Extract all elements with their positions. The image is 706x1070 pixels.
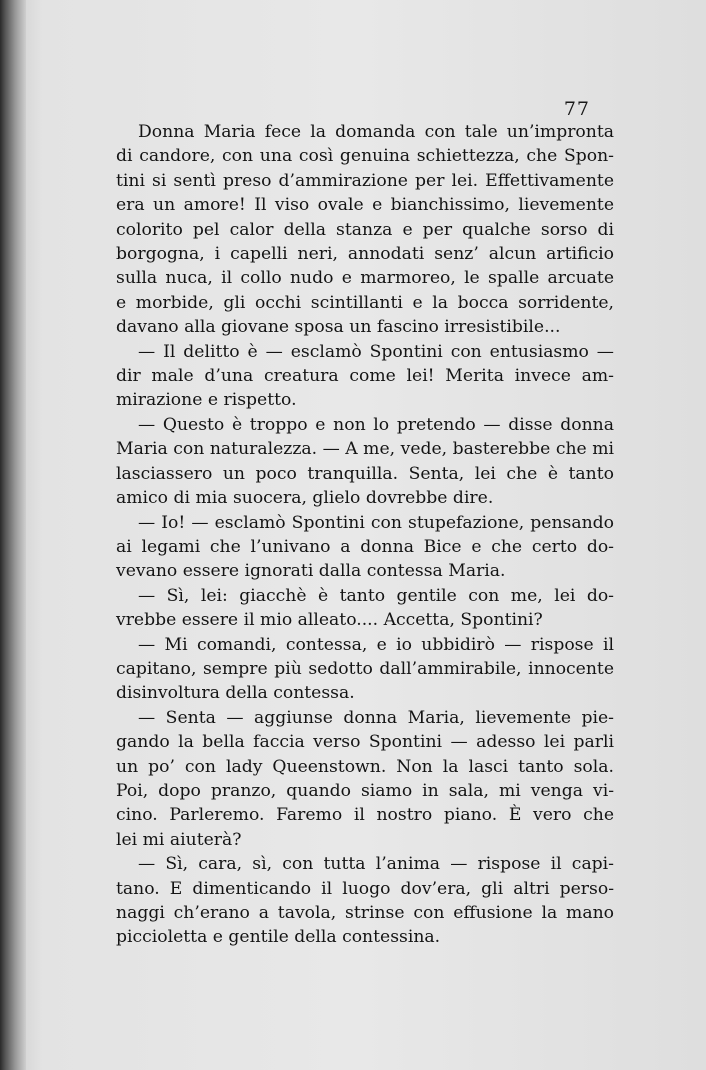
text-line: capitano, sempre più sedotto dall’ammirabile, innocente [116,658,614,679]
binding-edge [0,0,26,1070]
text-line: disinvoltura della contessa. [116,683,355,704]
text-line: colorito pel calor della stanza e per qualche sorso di [116,219,614,240]
text-line: borgogna, i capelli neri, annodati senz’ alcun artificio [116,244,614,265]
text-line: — Il delitto è — esclamò Spontini con entusiasmo — [138,341,614,362]
text-line: amico di mia suocera, glielo dovrebbe dire. [116,488,494,509]
text-line: di candore, con una così genuina schiettezza, che Spon- [116,146,614,167]
text-line: Poi, dopo pranzo, quando siamo in sala, mi venga vi- [116,780,614,801]
text-line: vrebbe essere il mio alleato.... Accetta, Spontini? [116,610,543,631]
text-line: sulla nuca, il collo nudo e marmoreo, le spalle arcuate [116,268,614,289]
page-number: 77 [563,98,590,120]
text-line: — Mi comandi, contessa, e io ubbidirò — rispose il [138,634,614,655]
text-line: ai legami che l’univano a donna Bice e che certo do- [116,536,614,557]
text-line: — Questo è troppo e non lo pretendo — disse donna [138,414,614,435]
text-line: — Io! — esclamò Spontini con stupefazione, pensando [138,512,614,533]
text-line: naggi ch’erano a tavola, strinse con effusione la mano [116,903,614,923]
text-line: piccioletta e gentile della contessina. [116,927,441,948]
text-line: un po’ con lady Queenstown. Non la lasci tanto sola. [116,756,614,777]
text-line: Maria con naturalezza. — A me, vede, basterebbe che mi [116,439,614,460]
text-line: — Senta — aggiunse donna Maria, lievemente pie- [138,707,614,728]
text-line: mirazione e rispetto. [116,390,297,411]
text-line: gando la bella faccia verso Spontini — adesso lei parli [116,732,614,753]
text-line: dir male d’una creatura come lei! Merita invece am- [116,366,614,387]
text-line: e morbide, gli occhi scintillanti e la bocca sorridente, [116,292,614,313]
text-line: lei mi aiuterà? [116,829,242,850]
text-line: — Sì, cara, sì, con tutta l’anima — rispose il capi- [138,854,614,875]
text-line: vevano essere ignorati dalla contessa Maria. [116,561,506,582]
text-line: era un amore! Il viso ovale e bianchissimo, lievemente [116,195,614,216]
text-line: cino. Parleremo. Faremo il nostro piano. È vero che [116,805,614,826]
text-line: tini si sentì preso d’ammirazione per lei. Effettivamente [116,170,614,191]
text-body [116,120,614,950]
text-line: Donna Maria fece la domanda con tale un’impronta [138,122,614,142]
text-line: lasciassero un poco tranquilla. Senta, lei che è tanto [116,463,614,484]
text-line: tano. E dimenticando il luogo dov’era, gli altri perso- [116,878,614,899]
text-line: — Sì, lei: giacchè è tanto gentile con me, lei do- [138,585,614,606]
text-line: davano alla giovane sposa un fascino irresistibile... [116,317,561,338]
